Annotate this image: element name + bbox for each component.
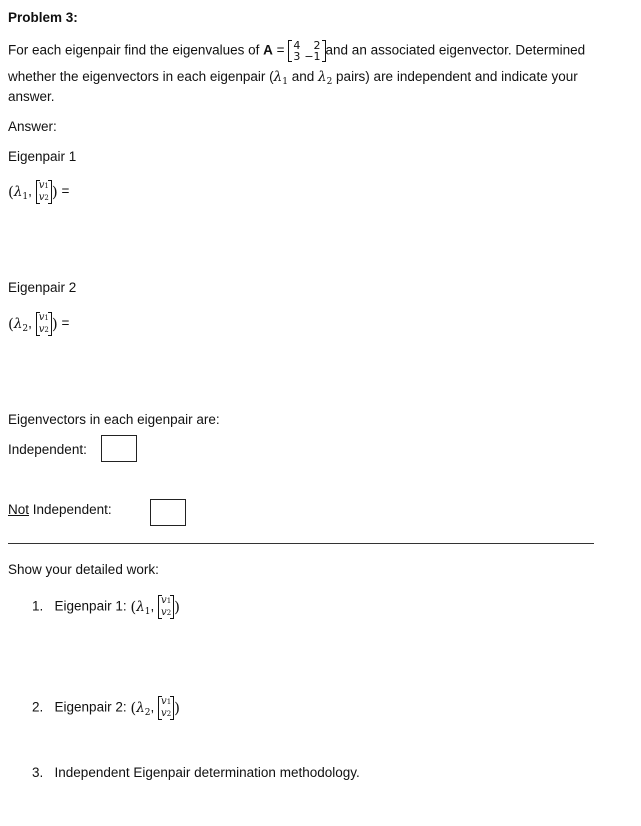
problem-intro-line3: answer. [8, 89, 55, 104]
intro-text-start: For each eigenpair find the eigenvalues of [8, 42, 264, 58]
work-item-number: 1. [32, 598, 44, 614]
problem-title: Problem 3: [8, 10, 78, 25]
matrix-cell: 3 [293, 50, 301, 63]
independent-checkbox[interactable] [101, 435, 137, 462]
work-eigenvector-2: v1 v2 [158, 696, 174, 720]
work-heading: Show your detailed work: [8, 562, 159, 577]
eigenvector-1: v1 v2 [36, 180, 52, 204]
eigenpair2-label: Eigenpair 2 [8, 280, 77, 295]
not-independent-label: Not Independent: [8, 502, 112, 517]
and-word: and [287, 69, 318, 84]
work-item-label: Eigenpair 1: [54, 598, 131, 614]
work-item-label: Eigenpair 2: [54, 699, 131, 715]
matrix-cell: −1 [304, 50, 321, 63]
intro-line2-text: whether the eigenvectors in each eigenpair ( [8, 69, 274, 84]
independent-label: Independent: [8, 442, 87, 457]
work-item-3 [32, 765, 360, 780]
matrix-cell: 4 [293, 39, 301, 52]
eigenpair2-expression: ($\lambda_2$, v1 v2 ) = [8, 312, 70, 335]
work-item-number: 3. [32, 765, 44, 780]
intro-text-end: and an associated eigenvector. Determined [325, 42, 586, 58]
work-item-1: 1. Eigenpair 1: ($\lambda_1$, v1 v2 ) [32, 595, 181, 618]
not-independent-checkbox[interactable] [150, 499, 186, 526]
work-item-number: 2. [32, 699, 44, 715]
matrix-cell: 2 [313, 39, 321, 52]
eigenvector-2: v1 v2 [36, 312, 52, 336]
matrix-name: A [263, 42, 273, 58]
section-divider [8, 543, 594, 544]
matrix-equals: = [272, 42, 289, 58]
eigenpair1-expression: ($\lambda_1$, v1 v2 ) = [8, 180, 70, 203]
work-item-2: 2. Eigenpair 2: ($\lambda_2$, v1 v2 ) [32, 696, 181, 719]
lambda-1: $\lambda_1$ [273, 69, 288, 87]
lambda-2: $\lambda_2$ [318, 69, 333, 87]
problem-intro-line1 [8, 40, 585, 62]
eigenpair1-label: Eigenpair 1 [8, 149, 77, 164]
answer-label: Answer: [8, 119, 57, 134]
work-eigenvector-1: v1 v2 [158, 595, 174, 619]
independence-question: Eigenvectors in each eigenpair are: [8, 412, 220, 427]
intro-line2-text-end: pairs) are independent and indicate your [332, 69, 578, 84]
matrix-a [288, 40, 325, 62]
work-item-label: Independent Eigenpair determination methodology. [54, 765, 360, 780]
problem-intro-line2 [8, 69, 578, 87]
